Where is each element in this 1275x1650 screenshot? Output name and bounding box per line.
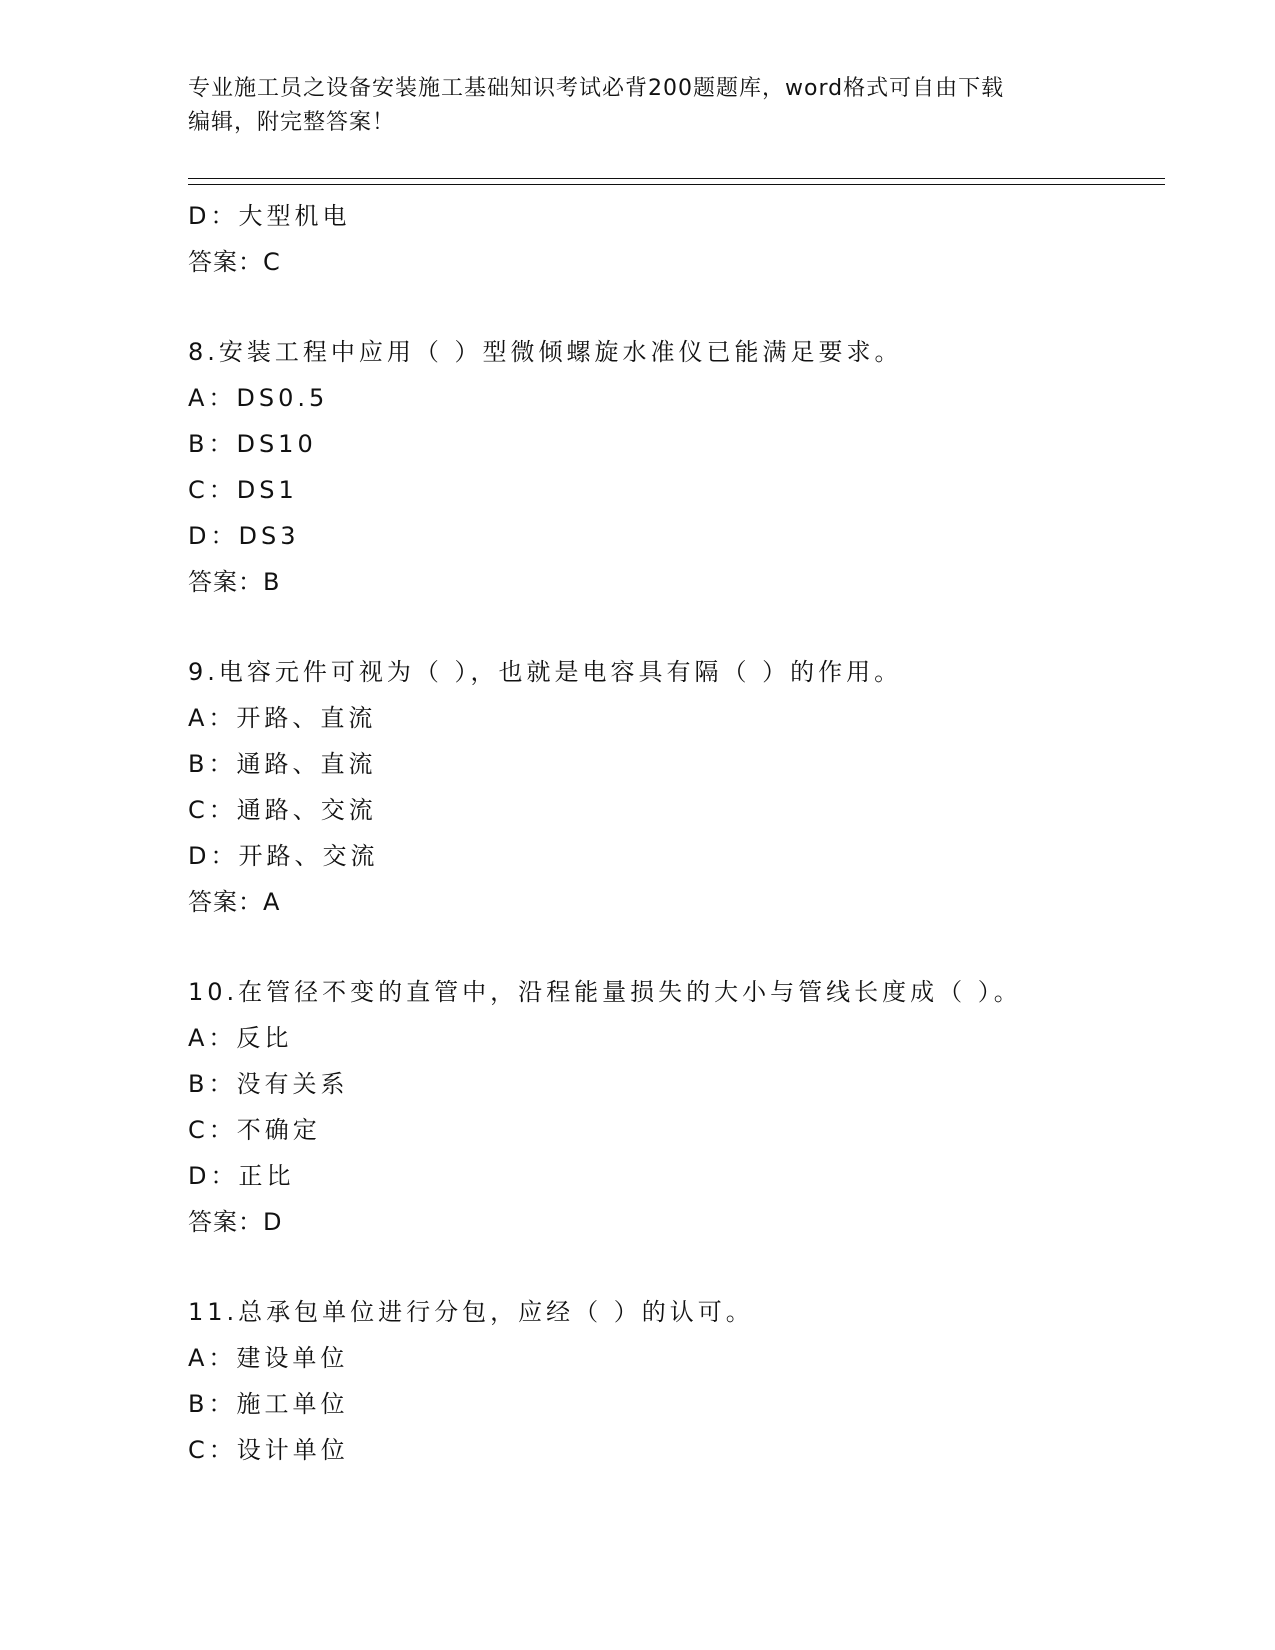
option-c: C：通路、交流 [188,796,377,824]
question-fragment [188,193,1148,285]
option-c: C：DS1 [188,476,298,504]
document-header [188,72,1088,140]
question-10 [188,969,1148,1245]
option-d: D：DS3 [188,522,300,550]
header-line-1: 专业施工员之设备安装施工基础知识考试必背200题题库，word格式可自由下载 [188,76,1005,101]
option-a: A：DS0.5 [188,384,329,412]
question-stem: 11.总承包单位进行分包，应经（ ）的认可。 [188,1298,754,1326]
answer-line: 答案：A [188,888,281,916]
header-divider-top [188,178,1165,179]
option-b: B：没有关系 [188,1070,349,1098]
answer-line: 答案：C [188,248,281,276]
answer-line: 答案：D [188,1208,283,1236]
question-stem: 8.安装工程中应用（ ）型微倾螺旋水准仪已能满足要求。 [188,338,903,366]
option-a: A：反比 [188,1024,293,1052]
option-d: D：开路、交流 [188,842,379,870]
header-line-2: 编辑，附完整答案！ [188,110,396,135]
question-stem: 9.电容元件可视为（ ），也就是电容具有隔（ ）的作用。 [188,658,903,686]
question-9 [188,649,1148,925]
question-11 [188,1289,1148,1473]
option-d: D：大型机电 [188,202,351,230]
header-divider-bottom [188,184,1165,185]
option-d: D：正比 [188,1162,295,1190]
option-b: B：DS10 [188,430,317,458]
answer-line: 答案：B [188,568,281,596]
question-stem: 10.在管径不变的直管中，沿程能量损失的大小与管线长度成（ ）。 [188,978,1022,1006]
option-a: A：建设单位 [188,1344,349,1372]
option-a: A：开路、直流 [188,704,377,732]
option-b: B：施工单位 [188,1390,349,1418]
question-8 [188,329,1148,605]
option-b: B：通路、直流 [188,750,377,778]
question-list [188,193,1148,1473]
option-c: C：不确定 [188,1116,321,1144]
option-c: C：设计单位 [188,1436,349,1464]
